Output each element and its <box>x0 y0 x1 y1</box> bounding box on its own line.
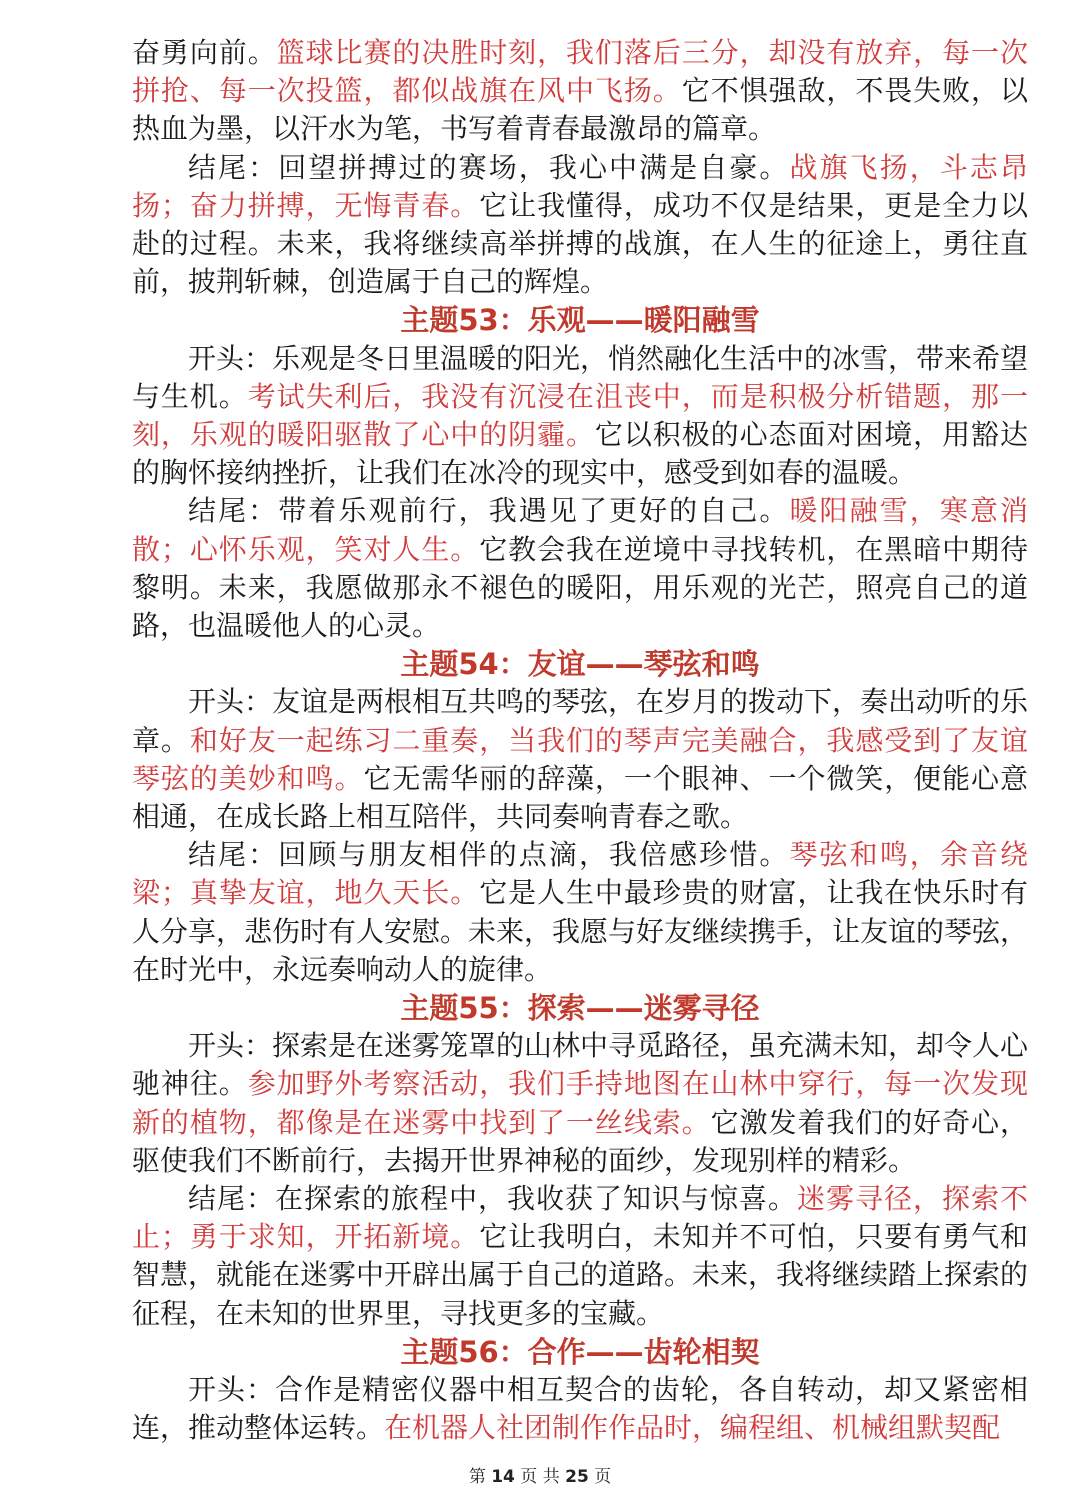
highlighted-text: 考试失利后，我没有沉浸在沮丧中，而是积极分析错题，那一刻，乐观的暖阳驱散了心中的阴霾。 <box>132 379 1028 452</box>
paragraph <box>132 34 1028 149</box>
highlighted-text: 篮球比赛的决胜时刻，我们落后三分，却没有放弃，每一次拼抢、每一次投篮，都似战旗在风中飞扬。 <box>132 36 1028 108</box>
body-text: 开头：乐观是冬日里温暖的阳光，悄然融化生活中的冰雪，带来希望与生机。 <box>132 341 1029 413</box>
paragraph <box>132 1027 1028 1180</box>
body-text: 结尾：回望拼搏过的赛场，我心中满是自豪。 <box>188 150 790 184</box>
body-text: 它教会我在逆境中寻找转机，在黑暗中期待黎明。未来，我愿做那永不褪色的暖阳，用乐观的光芒，照亮自己的道路，也温暖他人的心灵。 <box>132 532 1028 643</box>
body-text: 它不惧强敌，不畏失败，以热血为墨，以汗水为笔，书写着青春最激昂的篇章。 <box>132 74 1028 146</box>
highlighted-text: 暖阳融雪，寒意消散；心怀乐观，笑对人生。 <box>132 494 1028 566</box>
footer-suffix: 页 <box>594 1467 612 1487</box>
paragraph <box>132 149 1028 302</box>
topic-heading: 主题54：友谊——琴弦和鸣 <box>400 647 760 682</box>
highlighted-text: 和好友一起练习二重奏，当我们的琴声完美融合，我感受到了友谊琴弦的美妙和鸣。 <box>132 723 1028 795</box>
highlighted-text: 在机器人社团制作作品时，编程组、机械组默契配 <box>384 1411 1001 1445</box>
body-text: 开头：合作是精密仪器中相互契合的齿轮，各自转动，却又紧密相连，推动整体运转。 <box>132 1373 1028 1445</box>
paragraph <box>132 683 1028 836</box>
body-text: 它让我懂得，成功不仅是结果，更是全力以赴的过程。未来，我将继续高举拼搏的战旗，在人生的征途上，勇往直前，披荆斩棘，创造属于自己的辉煌。 <box>132 188 1028 299</box>
document-page <box>132 34 1028 1447</box>
body-text: 开头：友谊是两根相互共鸣的琴弦，在岁月的拨动下，奏出动听的乐章。 <box>132 685 1029 757</box>
body-text: 它无需华丽的辞藻，一个眼神、一个微笑，便能心意相通，在成长路上相互陪伴，共同奏响青春之歌。 <box>132 761 1028 834</box>
paragraph <box>132 1180 1028 1333</box>
highlighted-text: 参加野外考察活动，我们手持地图在山林中穿行，每一次发现新的植物，都像是在迷雾中找到了一丝线索。 <box>132 1067 1028 1139</box>
body-text: 奋勇向前。 <box>132 36 277 69</box>
topic-heading: 主题53：乐观——暖阳融雪 <box>400 303 760 338</box>
body-text: 开头：探索是在迷雾笼罩的山林中寻觅路径，虽充满未知，却令人心驰神往。 <box>132 1029 1029 1101</box>
footer-page-number: 14 <box>491 1467 515 1487</box>
paragraph <box>132 1371 1028 1447</box>
body-text: 结尾：回顾与朋友相伴的点滴，我倍感珍惜。 <box>188 838 790 872</box>
footer-prefix: 第 <box>468 1467 486 1487</box>
paragraph <box>132 492 1028 645</box>
page-footer <box>0 1462 1080 1487</box>
highlighted-text: 迷雾寻径，探索不止；勇于求知，开拓新境。 <box>132 1182 1028 1254</box>
body-text: 它激发着我们的好奇心，驱使我们不断前行，去揭开世界神秘的面纱，发现别样的精彩。 <box>132 1105 1028 1177</box>
body-text: 它让我明白，未知并不可怕，只要有勇气和智慧，就能在迷雾中开辟出属于自己的道路。未来，我将继续踏上探索的征程，在未知的世界里，寻找更多的宝藏。 <box>132 1220 1029 1330</box>
footer-total-pages: 25 <box>565 1467 589 1487</box>
topic-heading: 主题56：合作——齿轮相契 <box>400 1334 760 1369</box>
paragraph <box>132 340 1028 493</box>
body-text: 它是人生中最珍贵的财富，让我在快乐时有人分享，悲伤时有人安慰。未来，我愿与好友继续携手，让友谊的琴弦，在时光中，永远奏响动人的旋律。 <box>132 876 1029 986</box>
footer-middle: 页 共 <box>520 1467 560 1487</box>
body-text: 结尾：带着乐观前行，我遇见了更好的自己。 <box>188 494 790 528</box>
highlighted-text: 战旗飞扬，斗志昂扬；奋力拼搏，无悔青春。 <box>132 150 1028 222</box>
paragraph <box>132 836 1028 989</box>
body-text: 结尾：在探索的旅程中，我收获了知识与惊喜。 <box>188 1182 797 1216</box>
highlighted-text: 琴弦和鸣，余音绕梁；真挚友谊，地久天长。 <box>132 838 1028 910</box>
topic-heading: 主题55：探索——迷雾寻径 <box>400 991 760 1026</box>
body-text: 它以积极的心态面对困境，用豁达的胸怀接纳挫折，让我们在冰冷的现实中，感受到如春的温暖。 <box>132 418 1028 490</box>
